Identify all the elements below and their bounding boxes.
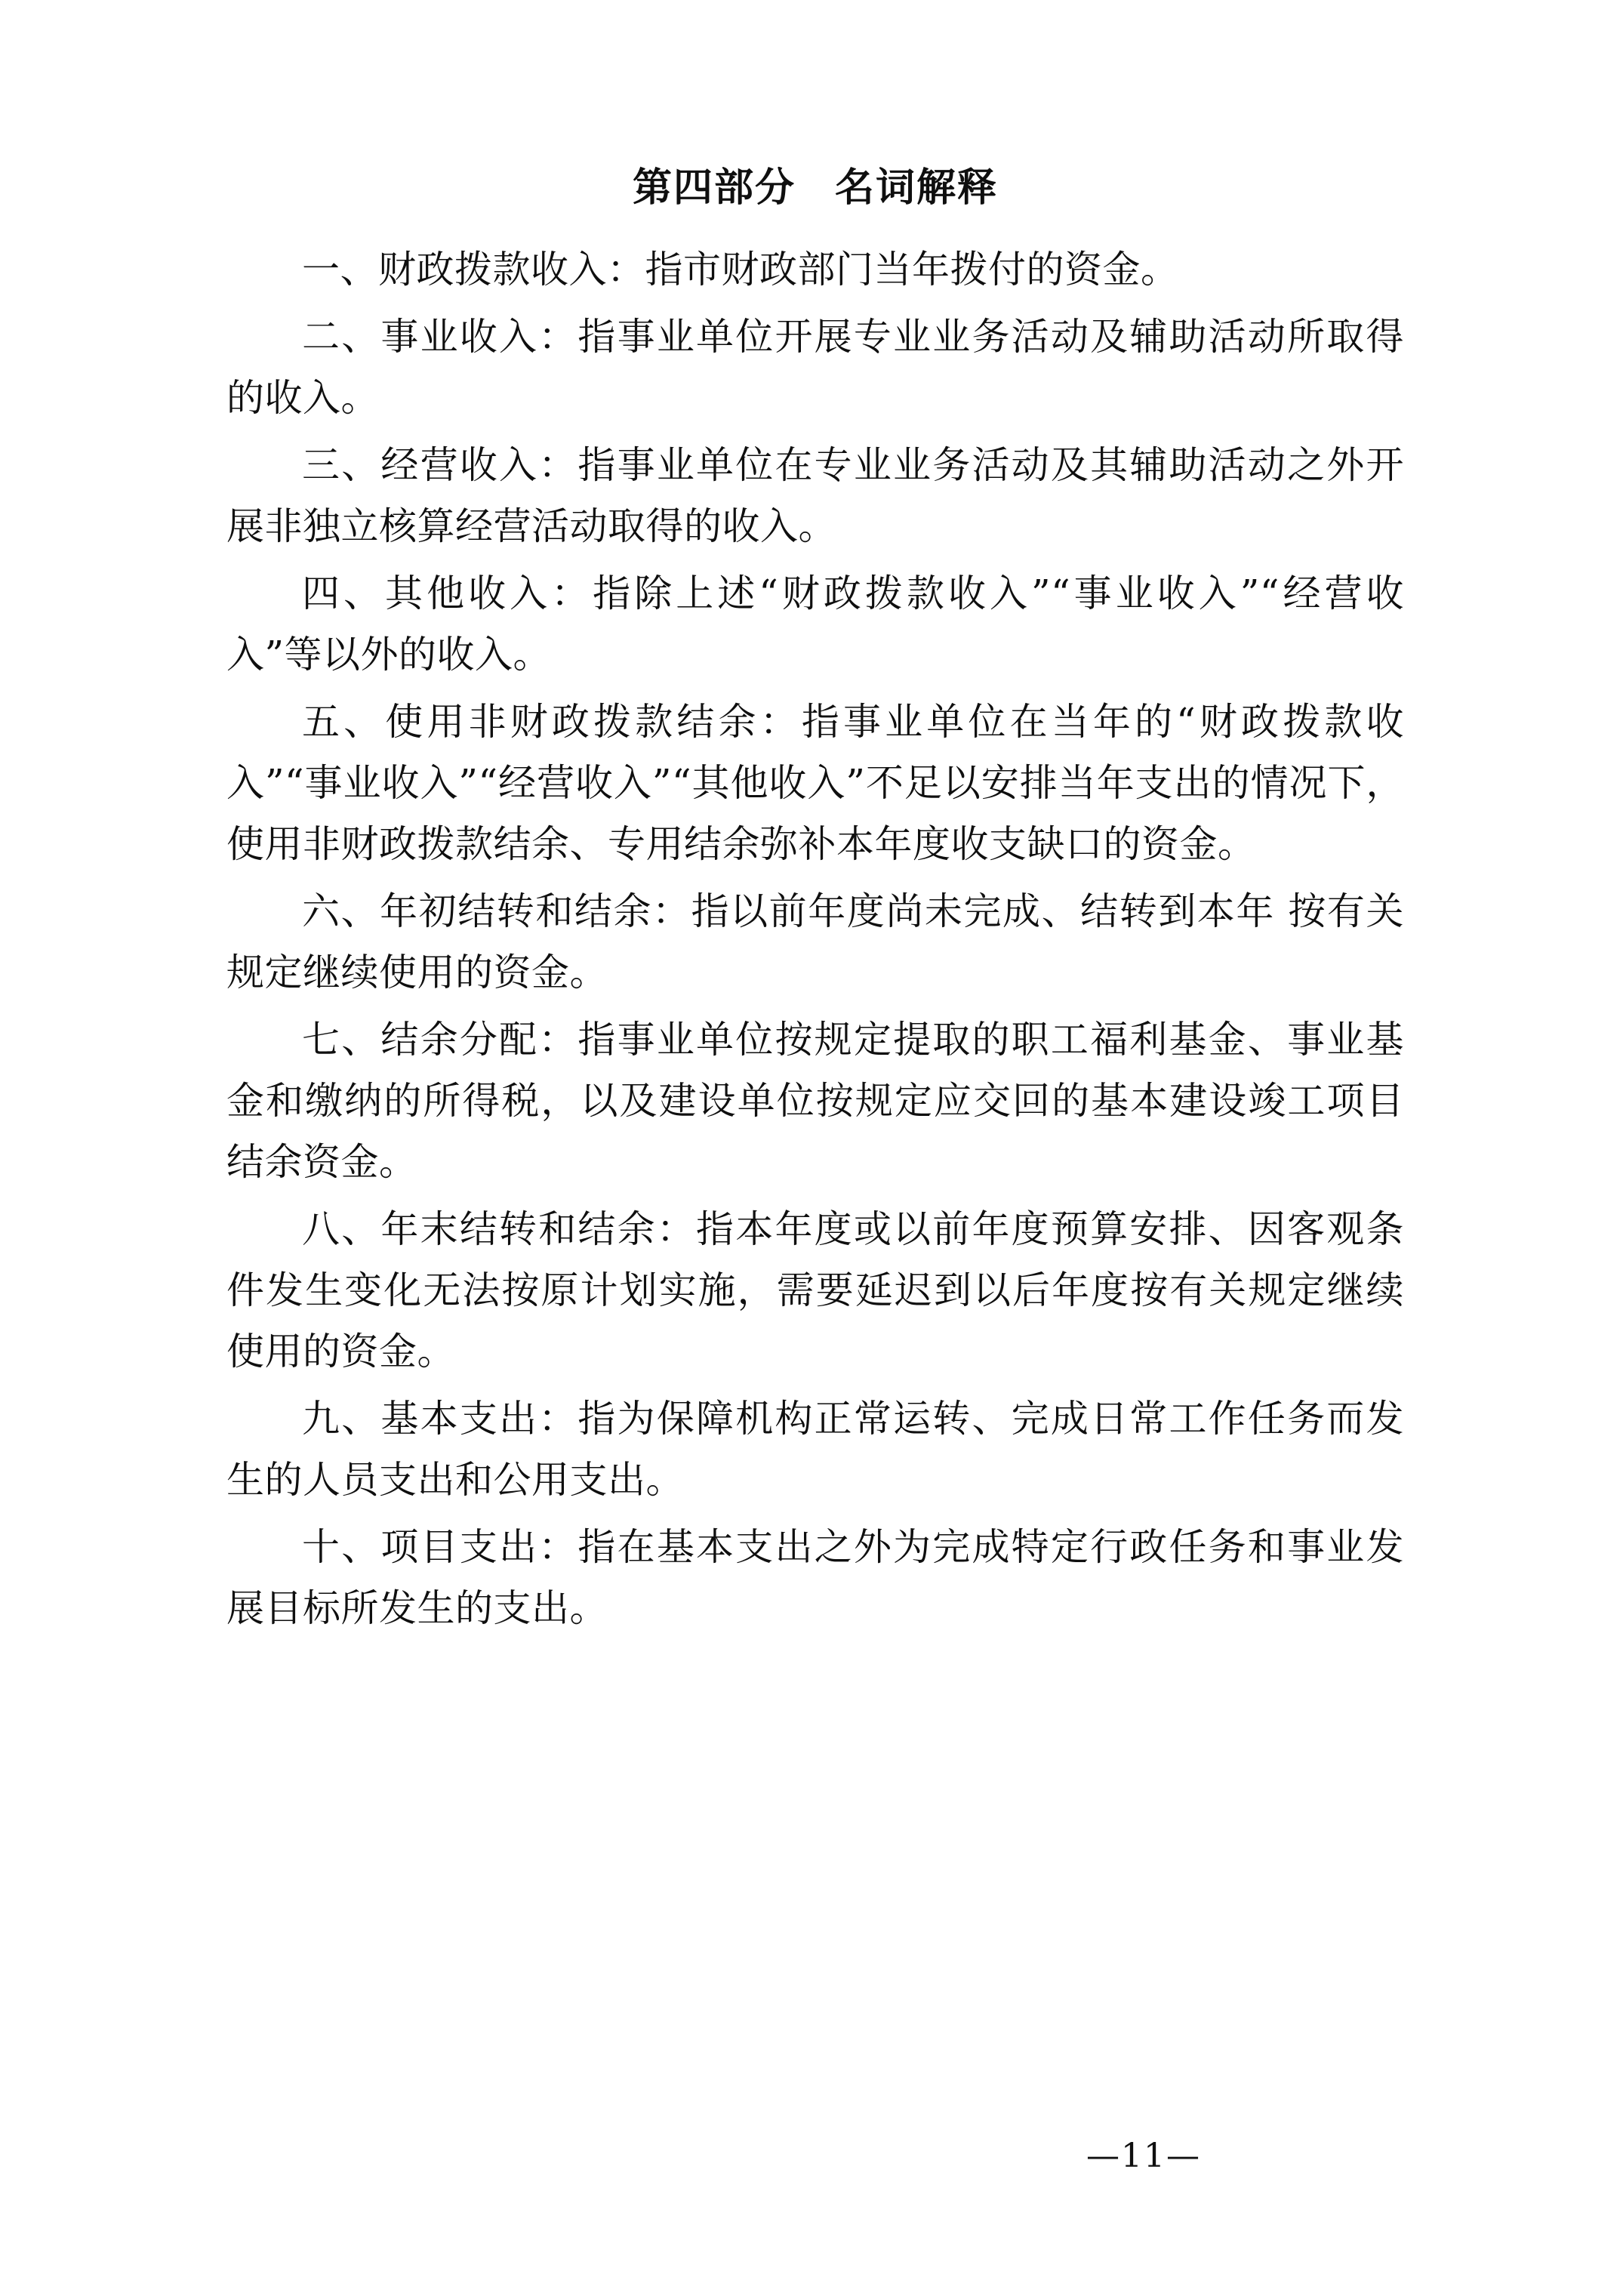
paragraph-1: 一、财政拨款收入：指市财政部门当年拨付的资金。 bbox=[302, 247, 1179, 291]
page-title-name: 名词解释 bbox=[835, 165, 999, 211]
page-footer bbox=[0, 2137, 1623, 2175]
document-content bbox=[226, 162, 1404, 1645]
paragraph-3: 三、经营收入：指事业单位在专业业务活动及其辅助活动之外开展非独立核算经营活动取得的收入。 bbox=[226, 442, 1404, 548]
paragraph-4: 四、其他收入：指除上述“财政拨款收入”“事业收入”“经营收入”等以外的收入。 bbox=[226, 571, 1404, 676]
page-title-part: 第四部分 bbox=[632, 165, 796, 211]
paragraph-9: 九、基本支出：指为保障机构正常运转、完成日常工作任务而发生的人员支出和公用支出。 bbox=[226, 1396, 1404, 1502]
page-number-label: —11— bbox=[1086, 2137, 1201, 2175]
paragraph-7: 七、结余分配：指事业单位按规定提取的职工福利基金、事业基金和缴纳的所得税，以及建设单位按规定应交回的基本建设竣工项目结余资金。 bbox=[226, 1017, 1404, 1184]
paragraph-8: 八、年末结转和结余：指本年度或以前年度预算安排、因客观条件发生变化无法按原计划实施，需要延迟到以后年度按有关规定继续使用的资金。 bbox=[226, 1207, 1404, 1373]
paragraph-5: 五、使用非财政拨款结余：指事业单位在当年的“财政拨款收入”“事业收入”“经营收入”“其他收入”不足以安排当年支出的情况下，使用非财政拨款结余、专用结余弥补本年度收支缺口的资金。 bbox=[226, 699, 1404, 866]
page-title bbox=[226, 162, 1404, 214]
paragraph-6: 六、年初结转和结余：指以前年度尚未完成、结转到本年 按有关规定继续使用的资金。 bbox=[226, 889, 1404, 994]
paragraph-10: 十、项目支出：指在基本支出之外为完成特定行政任务和事业发展目标所发生的支出。 bbox=[226, 1524, 1404, 1630]
paragraph-2: 二、事业收入：指事业单位开展专业业务活动及辅助活动所取得的收入。 bbox=[226, 314, 1404, 420]
